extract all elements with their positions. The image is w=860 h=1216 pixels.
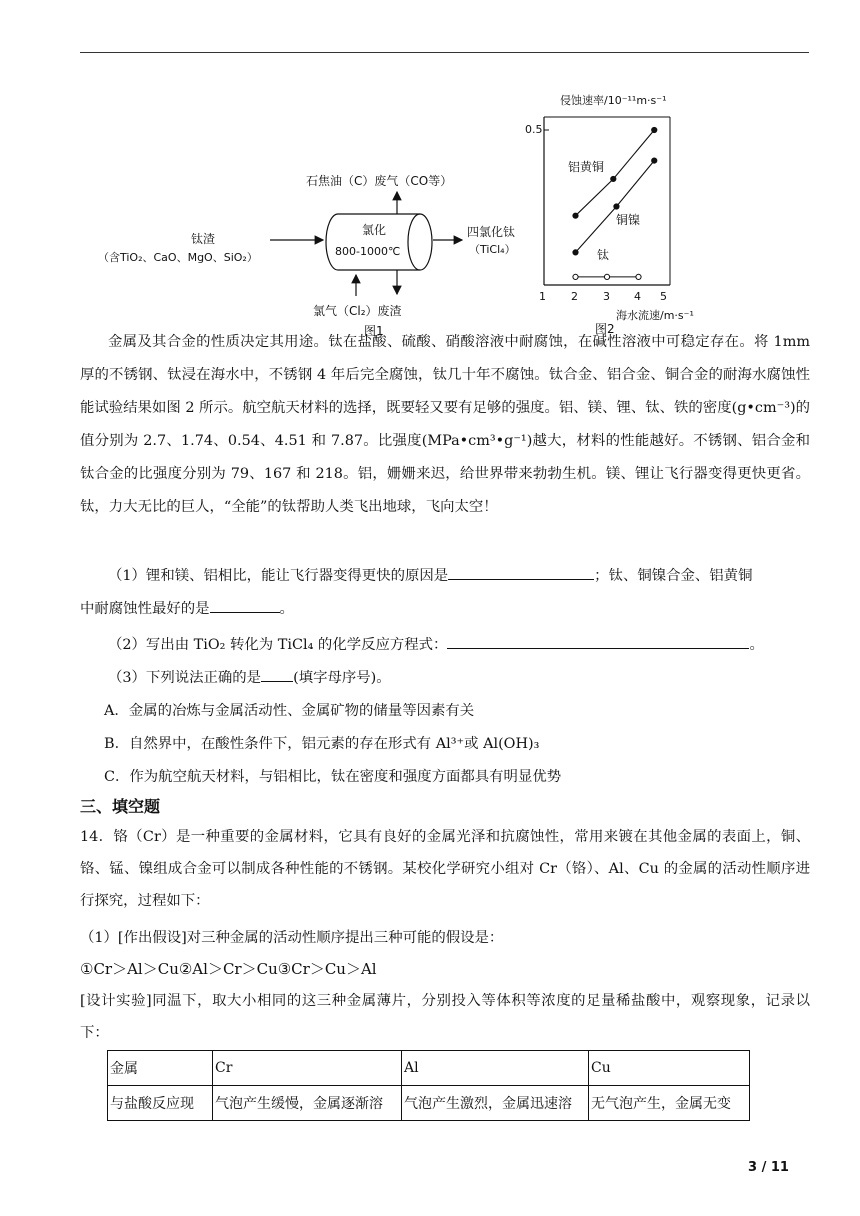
table-row-label: 与盐酸反应现: [108, 1086, 213, 1121]
series-label-cu-ni: 铜镍: [616, 213, 641, 227]
fig1-caption: 图1: [364, 324, 384, 338]
series-label-ti: 钛: [597, 248, 610, 262]
q1-text-a: （1）锂和镁、铝相比，能让飞行器变得更快的原因是: [108, 568, 449, 584]
fig1-input-name: 钛渣: [191, 232, 216, 246]
series-label-al-brass: 铝黄铜: [568, 160, 605, 174]
question-1-line-2: [80, 596, 294, 618]
fig1-reactor-temp: 800-1000℃: [335, 245, 401, 258]
x-axis-title: 海水流速/m·s⁻¹: [616, 309, 694, 322]
table-row: [108, 1086, 750, 1121]
figure-2-chart: [0, 0, 860, 340]
x-tick-label: 2: [571, 290, 578, 303]
data-point: [652, 158, 657, 163]
table-header-cell: Cr: [213, 1051, 402, 1086]
q3-answer-blank[interactable]: [261, 665, 293, 682]
data-point: [611, 176, 616, 181]
section-heading: 三、填空题: [80, 797, 161, 816]
fig1-top-label: 石焦油（C）废气（CO等）: [306, 174, 453, 188]
data-point: [604, 274, 609, 279]
table-header-cell: Al: [402, 1051, 589, 1086]
q2-text: （2）写出由 TiO₂ 转化为 TiCl₄ 的化学反应方程式：: [108, 637, 448, 653]
x-tick-label: 1: [539, 290, 546, 303]
y-tick-label: 0.5: [525, 123, 543, 136]
q1-end: 。: [279, 601, 294, 617]
q3-text-a: （3）下列说法正确的是: [108, 670, 262, 686]
option-a: A．金属的冶炼与金属活动性、金属矿物的储量等因素有关: [104, 703, 475, 719]
option-c: C．作为航空航天材料，与铝相比，钛在密度和强度方面都具有明显优势: [104, 769, 562, 785]
q2-end: 。: [749, 637, 764, 653]
table-header-row: [108, 1051, 750, 1086]
q1-text-c: 中耐腐蚀性最好的是: [80, 601, 210, 617]
results-table: [107, 1050, 750, 1121]
hypotheses: ①Cr＞Al＞Cu②Al＞Cr＞Cu③Cr＞Cu＞Al: [80, 960, 377, 978]
q1-text-b: ；钛、铜镍合金、铝黄铜: [594, 568, 753, 584]
x-tick-label: 4: [634, 290, 641, 303]
table-cell: 气泡产生激烈，金属迅速溶: [402, 1086, 589, 1121]
fig1-reactor-label: 氯化: [362, 223, 387, 237]
question-3: [108, 665, 391, 687]
fig1-output-name: 四氯化钛: [467, 225, 516, 239]
table-header-cell: Cu: [589, 1051, 750, 1086]
data-point: [573, 274, 578, 279]
table-cell: 气泡产生缓慢，金属逐渐溶: [213, 1086, 402, 1121]
data-point: [573, 213, 578, 218]
fig2-caption: 图2: [595, 322, 615, 336]
option-b: B．自然界中，在酸性条件下，铝元素的存在形式有 Al³⁺或 Al(OH)₃: [104, 736, 540, 752]
data-point: [573, 250, 578, 255]
q2-answer-blank[interactable]: [447, 632, 749, 649]
data-point: [636, 274, 641, 279]
passage-intro: 金属及其合金的性质决定其用途。钛在盐酸、硫酸、硝酸溶液中耐腐蚀，在碱性溶液中可稳定存在。将 1mm 厚的不锈钢、钛浸在海水中，不锈钢 4 年后完全腐蚀，钛几十年不腐蚀。钛合金、铝合金、铜合金的耐海水腐蚀性能试验结果如图 2 所示。航空航天材料的选择，既要轻又要有足够的强度。铝、镁、锂、钛、铁的密度(g•cm⁻³)的值分别为 2.7、1.74、0.54、4.51 和 7.87。比强度(MPa•cm³•g⁻¹)越大，材料的性能越好。不锈钢、铝合金和钛合金的比强度分别为 79、167 和 218。铝，姗姗来迟，给世界带来勃勃生机。镁、锂让飞行器变得更快更省。钛，力大无比的巨人，“全能”的钛帮助人类飞出地球，飞向太空！: [80, 334, 810, 515]
fig1-input-detail: （含TiO₂、CaO、MgO、SiO₂）: [98, 251, 258, 264]
experiment-design: [设计实验]同温下，取大小相同的这三种金属薄片，分别投入等体积等浓度的足量稀盐酸中，观察现象，记录以下：: [80, 993, 810, 1041]
q1-answer-blank-2[interactable]: [210, 596, 280, 613]
page-number: 3 / 11: [748, 1160, 789, 1175]
question-1-line-1: [108, 563, 752, 585]
question-14-intro: 14．铬（Cr）是一种重要的金属材料，它具有良好的金属光泽和抗腐蚀性，常用来镀在其他金属的表面上，铜、铬、锰、镍组成合金可以制成各种性能的不锈钢。某校化学研究小组对 Cr（铬）、Al、Cu 的金属的活动性顺序进行探究，过程如下：: [80, 829, 810, 909]
question-2: [108, 632, 764, 654]
question-14-1: （1）[作出假设]对三种金属的活动性顺序提出三种可能的假设是：: [80, 930, 504, 946]
q3-text-b: (填字母序号)。: [293, 670, 391, 686]
data-point: [614, 204, 619, 209]
fig1-output-formula: （TiCl₄）: [469, 243, 516, 256]
y-axis-title: 侵蚀速率/10⁻¹¹m·s⁻¹: [560, 94, 667, 107]
q1-answer-blank-1[interactable]: [448, 563, 594, 580]
table-header-cell: 金属: [108, 1051, 213, 1086]
table-cell: 无气泡产生，金属无变: [589, 1086, 750, 1121]
data-point: [652, 127, 657, 132]
x-tick-label: 5: [660, 290, 667, 303]
fig1-bottom-label: 氯气（Cl₂）废渣: [313, 304, 402, 318]
x-tick-label: 3: [603, 290, 610, 303]
